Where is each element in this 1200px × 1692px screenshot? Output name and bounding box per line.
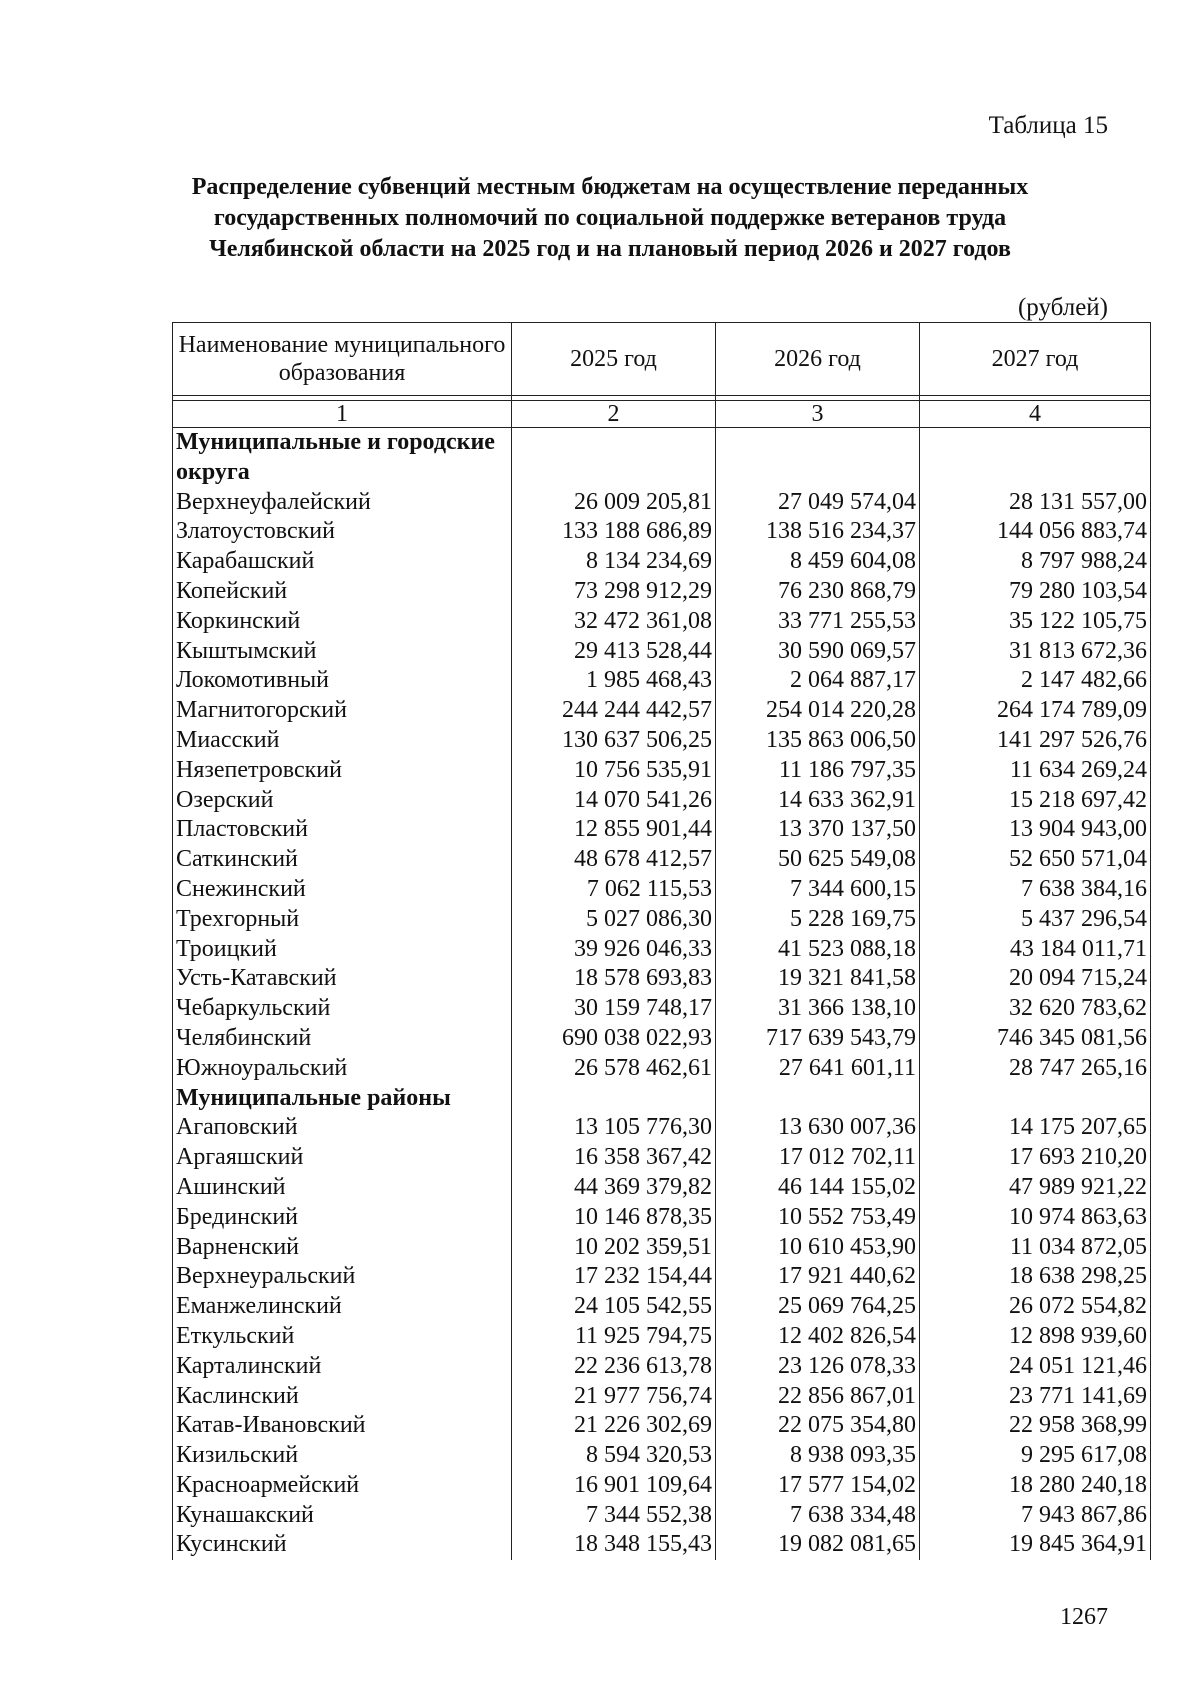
title-line: Распределение субвенций местным бюджетам на осуществление переданных [191,174,1029,200]
amount-cell: 15 218 697,42 [920,786,1151,816]
amount-cell: 17 012 702,11 [716,1143,920,1173]
amount-cell: 7 344 600,15 [716,875,920,905]
amount-cell: 52 650 571,04 [920,845,1151,875]
amount-cell: 35 122 105,75 [920,607,1151,637]
section-heading: Муниципальные и городские округа [173,428,512,488]
amount-cell: 11 634 269,24 [920,756,1151,786]
amount-cell: 76 230 868,79 [716,577,920,607]
table-label: Таблица 15 [988,112,1108,139]
amount-cell: 8 459 604,08 [716,547,920,577]
amount-cell: 7 638 334,48 [716,1501,920,1531]
table-row [173,1530,1151,1560]
municipality-name: Локомотивный [173,666,512,696]
table-row [173,1322,1151,1352]
empty-cell [512,428,716,488]
municipality-name: Троицкий [173,935,512,965]
amount-cell: 18 280 240,18 [920,1471,1151,1501]
amount-cell: 73 298 912,29 [512,577,716,607]
municipality-name: Ашинский [173,1173,512,1203]
municipality-name: Еткульский [173,1322,512,1352]
table-row [173,726,1151,756]
municipality-name: Трехгорный [173,905,512,935]
amount-cell: 31 813 672,36 [920,637,1151,667]
table-row [173,935,1151,965]
amount-cell: 17 921 440,62 [716,1262,920,1292]
amount-cell: 13 630 007,36 [716,1113,920,1143]
amount-cell: 44 369 379,82 [512,1173,716,1203]
column-number: 2 [512,401,716,428]
amount-cell: 2 064 887,17 [716,666,920,696]
amount-cell: 26 009 205,81 [512,488,716,518]
table-row [173,1441,1151,1471]
amount-cell: 16 901 109,64 [512,1471,716,1501]
table-row [173,1501,1151,1531]
amount-cell: 138 516 234,37 [716,517,920,547]
amount-cell: 26 072 554,82 [920,1292,1151,1322]
amount-cell: 17 232 154,44 [512,1262,716,1292]
amount-cell: 23 126 078,33 [716,1352,920,1382]
municipality-name: Кусинский [173,1530,512,1560]
amount-cell: 12 402 826,54 [716,1322,920,1352]
amount-cell: 8 594 320,53 [512,1441,716,1471]
amount-cell: 31 366 138,10 [716,994,920,1024]
amount-cell: 7 344 552,38 [512,1501,716,1531]
table-row [173,1411,1151,1441]
municipality-name: Верхнеуфалейский [173,488,512,518]
amount-cell: 9 295 617,08 [920,1441,1151,1471]
municipality-name: Коркинский [173,607,512,637]
table-row [173,517,1151,547]
municipality-name: Агаповский [173,1113,512,1143]
amount-cell: 33 771 255,53 [716,607,920,637]
units-label: (рублей) [1017,294,1108,321]
table-row [173,696,1151,726]
amount-cell: 48 678 412,57 [512,845,716,875]
table-row [173,875,1151,905]
amount-cell: 20 094 715,24 [920,964,1151,994]
amount-cell: 8 938 093,35 [716,1441,920,1471]
amount-cell: 10 610 453,90 [716,1233,920,1263]
municipality-name: Чебаркульский [173,994,512,1024]
municipality-name: Еманжелинский [173,1292,512,1322]
amount-cell: 133 188 686,89 [512,517,716,547]
table-row [173,607,1151,637]
table-row [173,1143,1151,1173]
amount-cell: 690 038 022,93 [512,1024,716,1054]
table-row [173,786,1151,816]
column-header-2027: 2027 год [920,323,1151,396]
amount-cell: 7 638 384,16 [920,875,1151,905]
municipality-name: Каслинский [173,1382,512,1412]
amount-cell: 13 105 776,30 [512,1113,716,1143]
header-row [173,323,1151,396]
municipality-name: Кыштымский [173,637,512,667]
municipality-name: Красноармейский [173,1471,512,1501]
municipality-name: Снежинский [173,875,512,905]
document-title [150,172,1070,265]
table-row [173,1113,1151,1143]
amount-cell: 32 620 783,62 [920,994,1151,1024]
amount-cell: 27 049 574,04 [716,488,920,518]
amount-cell: 50 625 549,08 [716,845,920,875]
amount-cell: 5 027 086,30 [512,905,716,935]
table-row [173,666,1151,696]
amount-cell: 28 747 265,16 [920,1054,1151,1084]
amount-cell: 22 958 368,99 [920,1411,1151,1441]
amount-cell: 8 134 234,69 [512,547,716,577]
amount-cell: 10 756 535,91 [512,756,716,786]
amount-cell: 39 926 046,33 [512,935,716,965]
amount-cell: 26 578 462,61 [512,1054,716,1084]
amount-cell: 18 348 155,43 [512,1530,716,1560]
table-row [173,1173,1151,1203]
table-row [173,1471,1151,1501]
section-heading: Муниципальные районы [173,1084,512,1114]
table-row [173,547,1151,577]
amount-cell: 41 523 088,18 [716,935,920,965]
municipality-name: Саткинский [173,845,512,875]
amount-cell: 21 226 302,69 [512,1411,716,1441]
municipality-name: Аргаяшский [173,1143,512,1173]
section-heading-row [173,1084,1151,1114]
section-heading-row [173,428,1151,488]
amount-cell: 135 863 006,50 [716,726,920,756]
table-row [173,905,1151,935]
subventions-table [172,322,1151,1560]
amount-cell: 12 855 901,44 [512,815,716,845]
amount-cell: 27 641 601,11 [716,1054,920,1084]
municipality-name: Карталинский [173,1352,512,1382]
amount-cell: 14 070 541,26 [512,786,716,816]
amount-cell: 14 633 362,91 [716,786,920,816]
amount-cell: 13 370 137,50 [716,815,920,845]
table-row [173,637,1151,667]
amount-cell: 8 797 988,24 [920,547,1151,577]
amount-cell: 717 639 543,79 [716,1024,920,1054]
amount-cell: 11 034 872,05 [920,1233,1151,1263]
table-row [173,964,1151,994]
amount-cell: 28 131 557,00 [920,488,1151,518]
amount-cell: 11 186 797,35 [716,756,920,786]
municipality-name: Озерский [173,786,512,816]
amount-cell: 24 051 121,46 [920,1352,1151,1382]
municipality-name: Усть-Катавский [173,964,512,994]
table-row [173,845,1151,875]
amount-cell: 46 144 155,02 [716,1173,920,1203]
amount-cell: 5 228 169,75 [716,905,920,935]
empty-cell [716,428,920,488]
municipality-name: Варненский [173,1233,512,1263]
amount-cell: 746 345 081,56 [920,1024,1151,1054]
amount-cell: 79 280 103,54 [920,577,1151,607]
empty-cell [716,1084,920,1114]
table-row [173,1233,1151,1263]
amount-cell: 47 989 921,22 [920,1173,1151,1203]
amount-cell: 244 244 442,57 [512,696,716,726]
column-number-row [173,401,1151,428]
empty-cell [920,1084,1151,1114]
column-header-2026: 2026 год [716,323,920,396]
amount-cell: 1 985 468,43 [512,666,716,696]
table-row [173,577,1151,607]
column-number: 3 [716,401,920,428]
title-line: Челябинской области на 2025 год и на плановый период 2026 и 2027 годов [209,236,1011,262]
page-number: 1267 [1060,1604,1108,1630]
amount-cell: 12 898 939,60 [920,1322,1151,1352]
amount-cell: 23 771 141,69 [920,1382,1151,1412]
amount-cell: 30 590 069,57 [716,637,920,667]
amount-cell: 11 925 794,75 [512,1322,716,1352]
municipality-name: Златоустовский [173,517,512,547]
table-row [173,1352,1151,1382]
column-number: 4 [920,401,1151,428]
amount-cell: 22 856 867,01 [716,1382,920,1412]
amount-cell: 22 075 354,80 [716,1411,920,1441]
table-row [173,1024,1151,1054]
amount-cell: 5 437 296,54 [920,905,1151,935]
amount-cell: 16 358 367,42 [512,1143,716,1173]
municipality-name: Магнитогорский [173,696,512,726]
municipality-name: Кунашакский [173,1501,512,1531]
empty-cell [920,428,1151,488]
municipality-name: Нязепетровский [173,756,512,786]
municipality-name: Брединский [173,1203,512,1233]
table-row [173,1262,1151,1292]
municipality-name: Южноуральский [173,1054,512,1084]
municipality-name: Катав-Ивановский [173,1411,512,1441]
amount-cell: 18 578 693,83 [512,964,716,994]
amount-cell: 7 943 867,86 [920,1501,1151,1531]
amount-cell: 32 472 361,08 [512,607,716,637]
table-row [173,815,1151,845]
amount-cell: 22 236 613,78 [512,1352,716,1382]
amount-cell: 2 147 482,66 [920,666,1151,696]
amount-cell: 19 845 364,91 [920,1530,1151,1560]
column-header-name: Наименование муниципального образования [173,323,512,396]
amount-cell: 19 082 081,65 [716,1530,920,1560]
column-number: 1 [173,401,512,428]
amount-cell: 144 056 883,74 [920,517,1151,547]
amount-cell: 17 693 210,20 [920,1143,1151,1173]
amount-cell: 7 062 115,53 [512,875,716,905]
amount-cell: 10 202 359,51 [512,1233,716,1263]
table-body [173,428,1151,1561]
amount-cell: 141 297 526,76 [920,726,1151,756]
amount-cell: 30 159 748,17 [512,994,716,1024]
column-header-2025: 2025 год [512,323,716,396]
table-row [173,1203,1151,1233]
amount-cell: 14 175 207,65 [920,1113,1151,1143]
amount-cell: 24 105 542,55 [512,1292,716,1322]
amount-cell: 18 638 298,25 [920,1262,1151,1292]
table-row [173,1054,1151,1084]
amount-cell: 43 184 011,71 [920,935,1151,965]
municipality-name: Миасский [173,726,512,756]
table-row [173,1292,1151,1322]
amount-cell: 130 637 506,25 [512,726,716,756]
amount-cell: 254 014 220,28 [716,696,920,726]
amount-cell: 10 146 878,35 [512,1203,716,1233]
empty-cell [512,1084,716,1114]
table-row [173,994,1151,1024]
municipality-name: Карабашский [173,547,512,577]
municipality-name: Челябинский [173,1024,512,1054]
amount-cell: 29 413 528,44 [512,637,716,667]
municipality-name: Копейский [173,577,512,607]
amount-cell: 264 174 789,09 [920,696,1151,726]
amount-cell: 10 974 863,63 [920,1203,1151,1233]
amount-cell: 10 552 753,49 [716,1203,920,1233]
table-row [173,488,1151,518]
table-row [173,756,1151,786]
title-line: государственных полномочий по социальной поддержке ветеранов труда [213,205,1007,231]
municipality-name: Верхнеуральский [173,1262,512,1292]
municipality-name: Пластовский [173,815,512,845]
amount-cell: 13 904 943,00 [920,815,1151,845]
amount-cell: 19 321 841,58 [716,964,920,994]
table-row [173,1382,1151,1412]
amount-cell: 21 977 756,74 [512,1382,716,1412]
amount-cell: 25 069 764,25 [716,1292,920,1322]
amount-cell: 17 577 154,02 [716,1471,920,1501]
municipality-name: Кизильский [173,1441,512,1471]
